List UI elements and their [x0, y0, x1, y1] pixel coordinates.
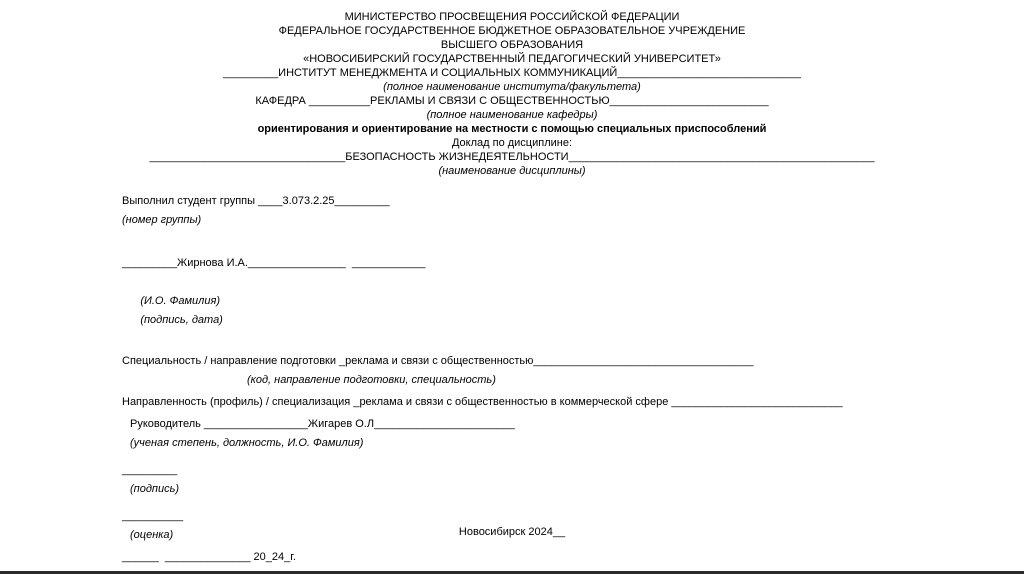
date-line: ______ ______________ 20_24_г. — [122, 551, 296, 563]
student-name-signature-line: _________Жирнова И.А.________________ ____________ — [122, 257, 426, 269]
institute-caption: (полное наименование института/факультета) — [383, 81, 641, 93]
specialty-caption: (код, направление подготовки, специальность) — [247, 374, 496, 386]
discipline-caption: (наименование дисциплины) — [438, 165, 586, 177]
signature-caption: (подпись) — [130, 483, 180, 495]
name-signature-caption-row — [122, 273, 1024, 349]
student-group-line: Выполнил студент группы ____3.073.2.25_________ — [122, 195, 390, 207]
supervisor-line: Руководитель _________________Жигарев О.Л_______________________ — [130, 418, 515, 430]
grade-blank: __________ — [122, 510, 184, 522]
report-topic: ориентирования и ориентирование на местности с помощью специальных приспособлений — [257, 123, 767, 135]
department-caption: (полное наименование кафедры) — [426, 109, 598, 121]
supervisor-caption: (ученая степень, должность, И.О. Фамилия) — [130, 437, 364, 449]
institute-blank-line: _________ИНСТИТУТ МЕНЕДЖМЕНТА И СОЦИАЛЬНЫХ КОММУНИКАЦИЙ______________________________ — [223, 67, 801, 79]
group-number-caption: (номер группы) — [122, 214, 202, 226]
document-footer — [0, 526, 1024, 538]
city-year-line: Новосибирск 2024__ — [458, 526, 566, 538]
supervisor-signature-blank: _________ — [122, 464, 178, 476]
name-caption: (И.О. Фамилия) — [140, 295, 220, 307]
ministry-line: МИНИСТЕРСТВО ПРОСВЕЩЕНИЯ РОССИЙСКОЙ ФЕДЕРАЦИИ — [344, 11, 680, 23]
discipline-blank-line: ________________________________БЕЗОПАСНОСТЬ ЖИЗНЕДЕЯТЕЛЬНОСТИ__________________________________________________ — [149, 151, 875, 163]
education-level-line: ВЫСШЕГО ОБРАЗОВАНИЯ — [440, 39, 584, 51]
report-type-line: Доклад по дисциплине: — [451, 137, 573, 149]
specialty-line: Специальность / направление подготовки _реклама и связи с общественностью____________________________________ — [122, 355, 754, 367]
institution-type-line: ФЕДЕРАЛЬНОЕ ГОСУДАРСТВЕННОЕ БЮДЖЕТНОЕ ОБРАЗОВАТЕЛЬНОЕ УЧРЕЖДЕНИЕ — [278, 25, 746, 37]
grade-caption: (оценка) — [130, 529, 174, 541]
document-body — [122, 192, 1024, 567]
university-name-line: «НОВОСИБИРСКИЙ ГОСУДАРСТВЕННЫЙ ПЕДАГОГИЧЕСКИЙ УНИВЕРСИТЕТ» — [303, 53, 721, 65]
department-blank-line: КАФЕДРА __________РЕКЛАМЫ И СВЯЗИ С ОБЩЕСТВЕННОСТЬЮ__________________________ — [255, 95, 769, 107]
signature-date-caption: (подпись, дата) — [140, 314, 223, 326]
document-header — [0, 0, 1024, 178]
profile-line: Направленность (профиль) / специализация _реклама и связи с общественностью в коммерческой сфере ____________________________ — [122, 396, 843, 408]
